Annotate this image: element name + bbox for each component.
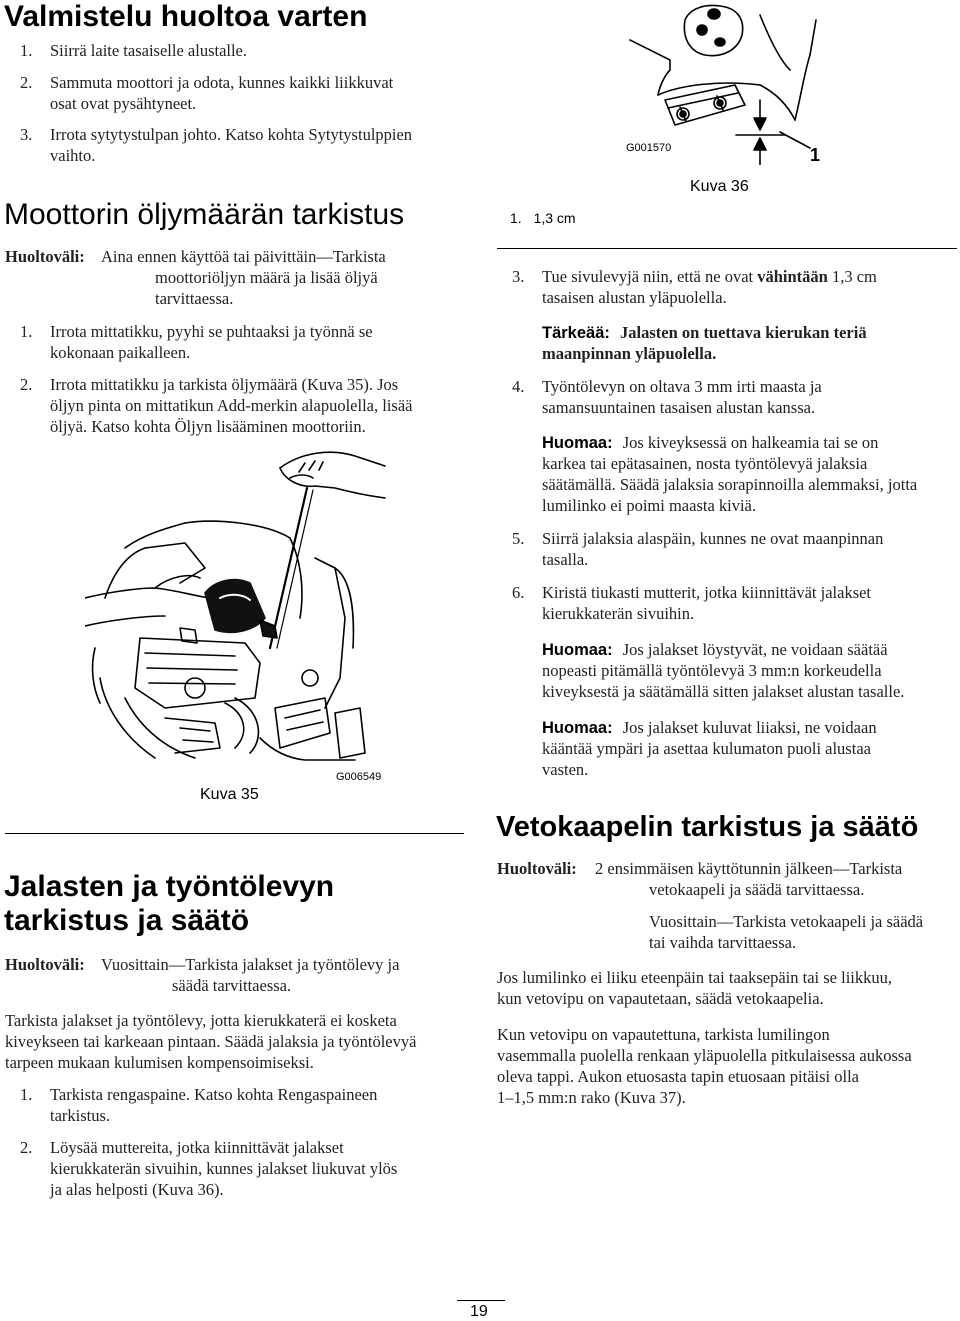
list-text: Tue sivulevyjä niin, että ne ovat vähintään 1,3 cm xyxy=(542,267,877,286)
note-text: Jos kiveyksessä on halkeamia tai se on xyxy=(622,433,879,452)
figure-36-illustration xyxy=(610,0,840,165)
service-interval-text: tai vaihda tarvittaessa. xyxy=(649,933,797,952)
figure-35-illustration xyxy=(85,448,410,778)
service-interval-text: Vuosittain—Tarkista jalakset ja työntölevy ja xyxy=(101,955,400,974)
paragraph: Tarkista jalakset ja työntölevy, jotta kierukkaterä ei kosketa xyxy=(5,1011,397,1030)
list-text: tasaisen alustan yläpuolella. xyxy=(542,288,727,307)
paragraph: oleva tappi. Aukon etuosasta tapin etuosaan pitäisi olla xyxy=(497,1067,860,1086)
paragraph: Jos lumilinko ei liiku eteenpäin tai taaksepäin tai se liikkuu, xyxy=(497,968,893,987)
list-text: Siirrä jalaksia alaspäin, kunnes ne ovat maanpinnan xyxy=(542,529,884,548)
note-text: Jos jalakset löystyvät, ne voidaan säätää xyxy=(622,640,888,659)
note-label: Huomaa: xyxy=(542,434,613,452)
service-interval-label: Huoltoväli: xyxy=(5,247,85,266)
list-item xyxy=(20,72,460,116)
list-text: osat ovat pysähtyneet. xyxy=(50,94,197,113)
list-text: Löysää muttereita, jotka kiinnittävät jalakset xyxy=(50,1138,344,1157)
list-item xyxy=(512,528,957,572)
important-label: Tärkeää: xyxy=(542,324,610,342)
paragraph: Kun vetovipu on vapautettuna, tarkista lumilingon xyxy=(497,1025,830,1044)
note xyxy=(542,432,878,454)
list-item xyxy=(20,40,460,62)
list-item xyxy=(512,266,957,310)
paragraph: kiveykseen tai karkeaan pintaan. Säädä jalaksia ja työntölevyä xyxy=(5,1032,417,1051)
note-text: karkea tai epätasainen, nosta työntölevyä jalaksia xyxy=(542,454,868,473)
list-item xyxy=(20,374,460,440)
figure-caption: Kuva 35 xyxy=(200,786,259,803)
note-text: vasten. xyxy=(542,760,589,779)
note-label: Huomaa: xyxy=(542,719,613,737)
page-number: 19 xyxy=(470,1303,488,1320)
list-text: öljyä. Katso kohta Öljyn lisääminen moottoriin. xyxy=(50,417,366,436)
list-number: 3. xyxy=(20,125,33,144)
service-interval-text: tarvittaessa. xyxy=(155,289,234,308)
list-text: Irrota sytytystulpan johto. Katso kohta Sytytystulppien xyxy=(50,125,413,144)
note-text: kääntää ympäri ja asettaa kulumaton puoli alustaa xyxy=(542,739,871,758)
list-number: 2. xyxy=(20,1138,33,1157)
legend-number: 1. xyxy=(510,210,522,226)
paragraph: kun vetovipu on vapautetaan, säädä vetokaapelia. xyxy=(497,989,824,1008)
list-text: samansuuntainen tasaisen alustan kanssa. xyxy=(542,398,816,417)
important-text: maanpinnan yläpuolella. xyxy=(542,344,717,363)
note-text: lumilinko ei poimi maasta kiviä. xyxy=(542,496,757,515)
service-interval-text: vetokaapeli ja säädä tarvittaessa. xyxy=(649,880,865,899)
footer-rule xyxy=(457,1300,505,1301)
list-item xyxy=(20,1084,460,1128)
list-number: 3. xyxy=(512,267,525,286)
figure-code: G006549 xyxy=(336,771,382,783)
paragraph: 1–1,5 mm:n rako (Kuva 37). xyxy=(497,1088,686,1107)
paragraph: vasemmalla puolella renkaan yläpuolella pitkulaisessa aukossa xyxy=(497,1046,912,1065)
list-item xyxy=(512,376,957,420)
list-item xyxy=(20,124,460,168)
note-text: nopeasti pitämällä työntölevyä 3 mm:n korkeudella xyxy=(542,661,882,680)
list-number: 2. xyxy=(20,73,33,92)
important-note xyxy=(542,322,867,344)
list-number: 6. xyxy=(512,583,525,602)
list-item xyxy=(512,582,957,626)
service-interval-label: Huoltoväli: xyxy=(497,859,577,878)
list-text: Tarkista rengaspaine. Katso kohta Rengaspaineen xyxy=(50,1085,378,1104)
list-number: 1. xyxy=(20,41,33,60)
list-text: ja alas helposti (Kuva 36). xyxy=(50,1180,224,1199)
paragraph: tarpeen mukaan kulumisen kompensoimiseksi. xyxy=(5,1053,314,1072)
list-text: kierukkaterän sivuihin, kunnes jalakset liukuvat ylös xyxy=(50,1159,398,1178)
list-text: öljyn pinta on mittatikun Add-merkin alapuolella, lisää xyxy=(50,396,413,415)
note xyxy=(542,639,888,661)
list-number: 2. xyxy=(20,375,33,394)
list-text: Sammuta moottori ja odota, kunnes kaikki liikkuvat xyxy=(50,73,394,92)
list-text: kierukkaterän sivuihin. xyxy=(542,604,695,623)
section-title-vetokaapeli: Vetokaapelin tarkistus ja säätö xyxy=(496,811,919,843)
service-interval-text: moottoriöljyn määrä ja lisää öljyä xyxy=(155,268,378,287)
note-label: Huomaa: xyxy=(542,641,613,659)
note-text: kiveyksestä ja säätämällä sitten jalakset alustan tasalle. xyxy=(542,682,905,701)
list-text: Siirrä laite tasaiselle alustalle. xyxy=(50,41,248,60)
note-text: säätämällä. Säädä jalaksia sorapinnoilla alemmaksi, jotta xyxy=(542,475,918,494)
list-text: tasalla. xyxy=(542,550,589,569)
list-text: Irrota mittatikku ja tarkista öljymäärä (Kuva 35). Jos xyxy=(50,375,399,394)
list-text: Kiristä tiukasti mutterit, jotka kiinnittävät jalakset xyxy=(542,583,872,602)
section-title-oljymaara: Moottorin öljymäärän tarkistus xyxy=(4,198,405,231)
service-interval-text: säädä tarvittaessa. xyxy=(172,976,292,995)
list-item xyxy=(20,321,460,365)
figure-code: G001570 xyxy=(626,142,672,154)
list-text: vaihto. xyxy=(50,146,96,165)
service-interval-text: 2 ensimmäisen käyttötunnin jälkeen—Tarkista xyxy=(595,859,903,878)
list-number: 4. xyxy=(512,377,525,396)
service-interval-text: Vuosittain—Tarkista vetokaapeli ja säädä xyxy=(649,912,924,931)
section-title-jalakset: Jalasten ja työntölevyn tarkistus ja säätö xyxy=(4,870,335,937)
important-text: Jalasten on tuettava kierukan teriä xyxy=(620,323,867,342)
note-text: Jos jalakset kuluvat liiaksi, ne voidaan xyxy=(622,718,877,737)
list-number: 5. xyxy=(512,529,525,548)
divider xyxy=(5,833,464,834)
legend-text: 1,3 cm xyxy=(533,210,576,226)
note xyxy=(542,717,877,739)
list-text: kokonaan paikalleen. xyxy=(50,343,191,362)
list-text: Työntölevyn on oltava 3 mm irti maasta ja xyxy=(542,377,822,396)
figure-legend xyxy=(510,210,576,226)
service-interval-text: Aina ennen käyttöä tai päivittäin—Tarkista xyxy=(101,247,386,266)
section-title-valmistelu: Valmistelu huoltoa varten xyxy=(4,0,368,33)
figure-caption: Kuva 36 xyxy=(690,178,749,195)
list-number: 1. xyxy=(20,322,33,341)
figure-callout: 1 xyxy=(810,145,821,165)
list-text: Irrota mittatikku, pyyhi se puhtaaksi ja työnnä se xyxy=(50,322,373,341)
service-interval-label: Huoltoväli: xyxy=(5,955,85,974)
divider xyxy=(497,248,957,249)
list-item xyxy=(20,1137,460,1203)
list-number: 1. xyxy=(20,1085,33,1104)
list-text: tarkistus. xyxy=(50,1106,111,1125)
